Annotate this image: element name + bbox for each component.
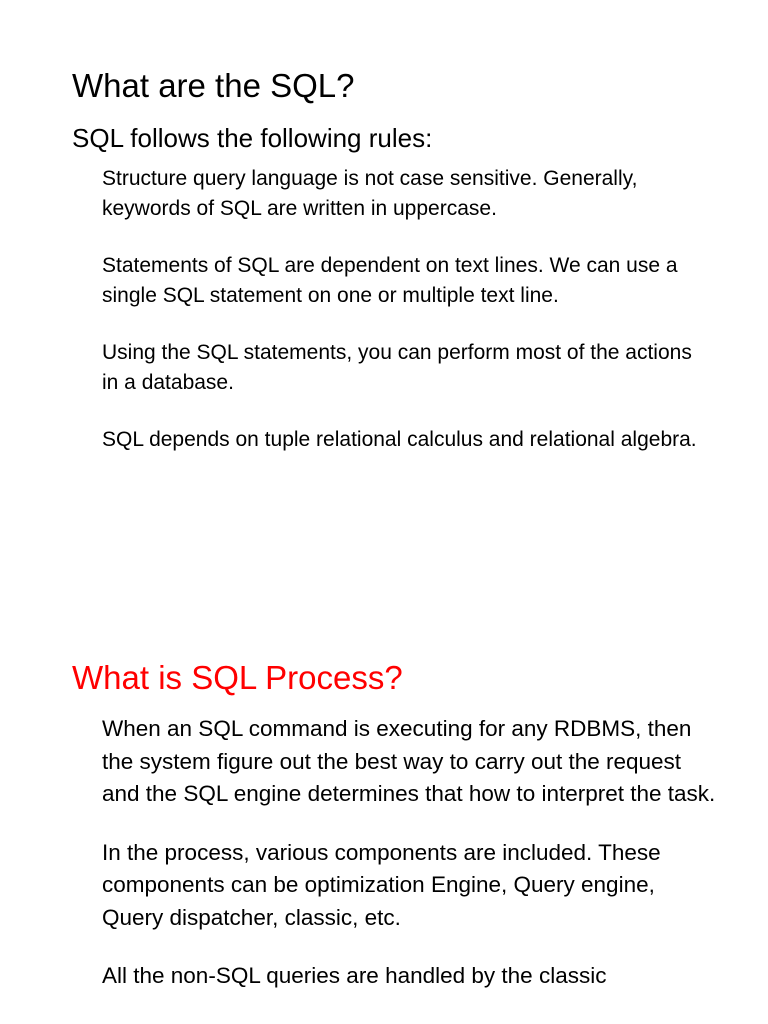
paragraph: All the non-SQL queries are handled by the classic (102, 963, 607, 988)
rule-item: Structure query language is not case sensitive. Generally, keywords of SQL are written in uppercase. (102, 167, 638, 220)
slide-subtitle: SQL follows the following rules: (72, 123, 433, 153)
rule-item: SQL depends on tuple relational calculus and relational algebra. (102, 428, 697, 451)
rule-item: Statements of SQL are dependent on text lines. We can use a single SQL statement on one or multiple text line. (102, 254, 678, 307)
paragraph: When an SQL command is executing for any RDBMS, then the system figure out the best way to carry out the request and the SQL engine determines that how to interpret the task. (102, 716, 716, 806)
paragraph: In the process, various components are included. These components can be optimization Engine, Query engine, Query dispatcher, classic, etc. (102, 839, 661, 930)
slide-sql-process (0, 600, 768, 1024)
slide-title: What are the SQL? (72, 67, 355, 104)
slide-title: What is SQL Process? (72, 659, 403, 696)
rules-list (102, 164, 712, 455)
paragraph-list (102, 713, 722, 1019)
rule-item: Using the SQL statements, you can perform most of the actions in a database. (102, 341, 692, 394)
